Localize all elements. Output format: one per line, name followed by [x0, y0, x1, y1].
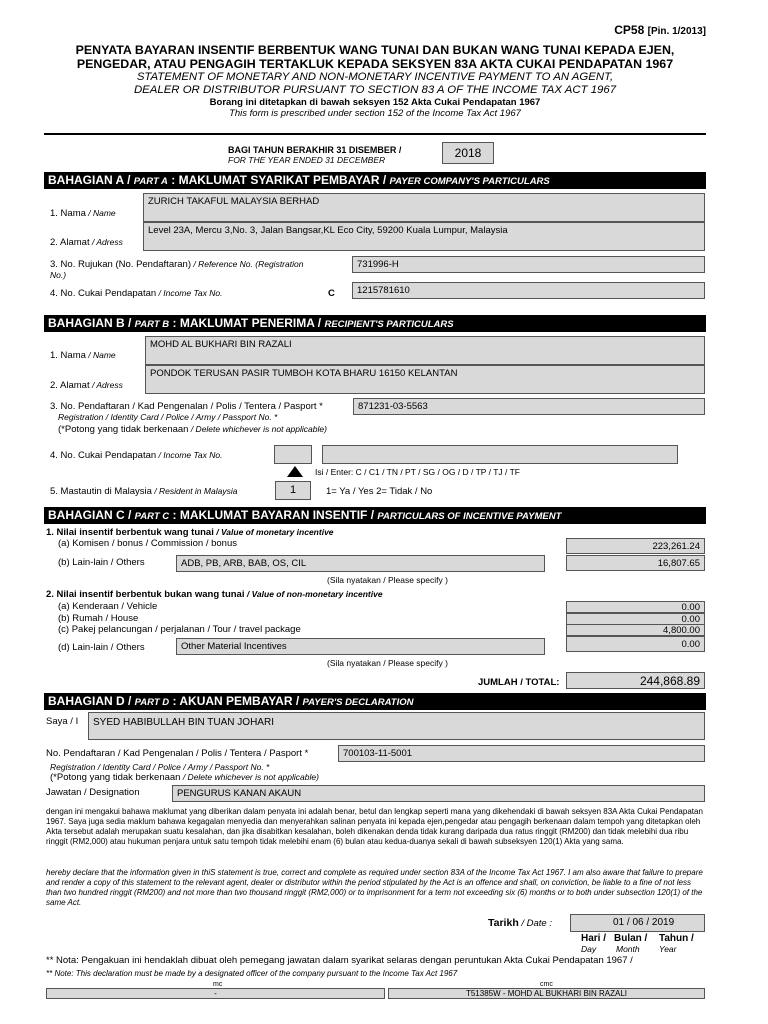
- d-id-strike: [50, 772, 319, 783]
- b-address-label-ms: 2. Alamat: [50, 380, 90, 391]
- a-ref-label: [50, 259, 303, 270]
- a-tax-label-en: / Income Tax No.: [156, 288, 223, 298]
- recipient-address-field[interactable]: PONDOK TERUSAN PASIR TUMBOH KOTA BHARU 16150 KELANTAN: [145, 365, 705, 394]
- c-nonmonetary-title-ms: 2. Nilai insentif berbentuk bukan wang tunai: [46, 589, 245, 600]
- a-ref-label-en2: No.): [50, 270, 67, 280]
- year-label-ms: BAGI TAHUN BERAKHIR 31 DISEMBER /: [228, 145, 402, 155]
- b-enter-hint: Isi / Enter: C / C1 / TN / PT / SG / OG / D / TP / TJ / TF: [315, 467, 520, 477]
- part-a-title-main: : MAKLUMAT SYARIKAT PEMBAYAR /: [167, 173, 390, 187]
- declarant-name-field[interactable]: SYED HABIBULLAH BIN TUAN JOHARI: [88, 712, 705, 740]
- a-name-label: [50, 208, 116, 219]
- b-resident-hint: 1= Ya / Yes 2= Tidak / No: [326, 486, 433, 497]
- d-day-label-ms: Hari /: [581, 933, 607, 944]
- b-id-label-en: Registration / Identity Card / Police / Army / Passport No. *: [58, 412, 278, 422]
- d-day-label-en-text: Day: [581, 944, 597, 954]
- b-tax-label-en: / Income Tax No.: [156, 450, 223, 460]
- d-id-label: No. Pendaftaran / Kad Pengenalan / Polis / Tentera / Pasport *: [46, 748, 309, 759]
- part-b-title-en: RECIPIENT'S PARTICULARS: [324, 319, 454, 330]
- c-specify-2: (Sila nyatakan / Please specify ): [327, 658, 448, 668]
- d-month-label-ms: Bulan /: [614, 933, 648, 944]
- part-c-tag: PART C: [134, 511, 170, 522]
- a-tax-label-ms: 4. No. Cukai Pendapatan: [50, 288, 157, 299]
- part-a-tag: PART A: [133, 176, 168, 187]
- others-value-field[interactable]: 16,807.65: [566, 555, 705, 571]
- vehicle-value-field[interactable]: 0.00: [566, 601, 705, 613]
- d-day-label-en: [581, 944, 596, 955]
- d-year-label-en-text: Year: [659, 944, 677, 954]
- part-b-tag: PART B: [134, 319, 170, 330]
- d-saya-label: Saya / I: [46, 716, 79, 727]
- a-ref-label-en: / Reference No. (Registration: [191, 259, 304, 269]
- commission-value-field[interactable]: 223,261.24: [566, 538, 705, 554]
- c-nonmonetary-title-en: / Value of non-monetary incentive: [244, 589, 383, 599]
- d-id-strike-en: / Delete whichever is not applicable): [180, 772, 319, 782]
- header-rule: [44, 133, 706, 135]
- year-label-en: FOR THE YEAR ENDED 31 DECEMBER: [228, 155, 386, 165]
- part-d-tag: PART D: [134, 697, 170, 708]
- note-en: ** Note: This declaration must be made by a designated officer of the company pursuant to the Income Tax Act 1967: [46, 969, 458, 978]
- note-ms: ** Nota: Pengakuan ini hendaklah dibuat oleh pemegang jawatan dalam syarikat selaras dengan peruntukan Akta Cukai Pendapatan 1967 /: [46, 955, 633, 966]
- d-id-label-en: Registration / Identity Card / Police / Army / Passport No. *: [50, 762, 270, 772]
- part-d-title: BAHAGIAN D /: [48, 694, 135, 708]
- d-month-label-en: [616, 944, 640, 955]
- recipient-tax-field[interactable]: [322, 445, 678, 464]
- a-address-label-en: / Adress: [89, 237, 123, 247]
- c-monetary-title: [46, 527, 334, 538]
- c-monetary-title-en: / Value of monetary incentive: [213, 527, 334, 537]
- payer-tax-field[interactable]: 1215781610: [352, 282, 705, 299]
- part-d-header: [44, 693, 706, 710]
- b-address-label: [50, 380, 123, 391]
- c-commission-label: (a) Komisen / bonus / Commission / bonus: [58, 538, 237, 549]
- d-year-label-ms: Tahun /: [659, 933, 694, 944]
- part-b-header: [44, 315, 706, 332]
- c-specify-1: (Sila nyatakan / Please specify ): [327, 575, 448, 585]
- title-en-2: DEALER OR DISTRIBUTOR PURSUANT TO SECTION 83 A OF THE INCOME TAX ACT 1967: [133, 84, 617, 96]
- payer-address-field[interactable]: Level 23A, Mercu 3,No. 3, Jalan Bangsar,KL Eco City, 59200 Kuala Lumpur, Malaysia: [143, 222, 705, 251]
- b-tax-label: [50, 450, 222, 461]
- c-total-label: JUMLAH / TOTAL:: [478, 677, 560, 688]
- prescribed-en: This form is prescribed under section 152 of the Income Tax Act 1967: [229, 108, 521, 119]
- d-month-label: [614, 933, 647, 944]
- recipient-name-field[interactable]: MOHD AL BUKHARI BIN RAZALI: [145, 336, 705, 365]
- b-tax-label-ms: 4. No. Cukai Pendapatan: [50, 450, 157, 461]
- b-address-label-en: / Adress: [89, 380, 123, 390]
- c-vehicle-label: (a) Kenderaan / Vehicle: [58, 601, 158, 612]
- part-d-title-main: : AKUAN PEMBAYAR /: [169, 694, 303, 708]
- b-resident-label-en: / Resident in Malaysia: [151, 486, 238, 496]
- d-date-label-ms: Tarikh: [488, 917, 519, 929]
- c-tour-label: (c) Pakej pelancungan / perjalanan / Tour / travel package: [58, 624, 301, 635]
- part-c-title: BAHAGIAN C /: [48, 508, 135, 522]
- title-ms-2: PENGEDAR, ATAU PENGAGIH TERTAKLUK KEPADA SEKSYEN 83A AKTA CUKAI PENDAPATAN 1967: [76, 57, 674, 71]
- part-d-title-en: PAYER'S DECLARATION: [302, 697, 414, 708]
- form-code-text: CP58: [614, 23, 645, 37]
- part-a-title-en: PAYER COMPANY'S PARTICULARS: [389, 176, 550, 187]
- a-name-label-en: / Name: [85, 208, 116, 218]
- recipient-tax-prefix-field[interactable]: [274, 445, 312, 464]
- d-id-strike-ms: (*Potong yang tidak berkenaan: [50, 772, 181, 783]
- d-year-label: [659, 933, 694, 944]
- b-id-strike: [58, 424, 327, 435]
- d-date-label-en: / Date :: [518, 918, 552, 929]
- b-name-label-ms: 1. Nama: [50, 350, 86, 361]
- a-ref-label-2: [50, 270, 66, 281]
- part-a-title: BAHAGIAN A /: [48, 173, 134, 187]
- b-id-strike-ms: (*Potong yang tidak berkenaan: [58, 424, 189, 435]
- b-resident-label-ms: 5. Mastautin di Malaysia: [50, 486, 152, 497]
- title-ms-1: PENYATA BAYARAN INSENTIF BERBENTUK WANG TUNAI DAN BUKAN WANG TUNAI KEPADA EJEN,: [75, 43, 675, 57]
- c-others2-label: (d) Lain-lain / Others: [58, 642, 145, 653]
- form-code: [614, 23, 706, 37]
- year-field[interactable]: 2018: [442, 142, 494, 164]
- declarant-id-field[interactable]: 700103-11-5001: [338, 745, 705, 762]
- title-block: [44, 43, 706, 119]
- part-c-header: [44, 507, 706, 524]
- others2-desc-field[interactable]: Other Material Incentives: [176, 638, 545, 655]
- others2-value-field[interactable]: 0.00: [566, 636, 705, 652]
- footer-mc-field: -: [46, 988, 385, 999]
- payer-name-field[interactable]: ZURICH TAKAFUL MALAYSIA BERHAD: [143, 193, 705, 222]
- total-value-field[interactable]: 244,868.89: [566, 672, 705, 689]
- a-tax-prefix: C: [328, 288, 335, 299]
- c-others-label: (b) Lain-lain / Others: [58, 557, 145, 568]
- footer-cmc-field: T51385W - MOHD AL BUKHARI BIN RAZALI: [388, 988, 705, 999]
- footer-cmc-label: cmc: [540, 981, 553, 988]
- others-desc-field[interactable]: ADB, PB, ARB, BAB, OS, CIL: [176, 555, 545, 572]
- a-address-label: [50, 237, 123, 248]
- footer-mc-label: mc: [213, 981, 223, 988]
- d-day-label: [581, 933, 606, 944]
- form-revision: [Pin. 1/2013]: [647, 26, 706, 37]
- d-year-label-en: [659, 944, 677, 955]
- b-name-label: [50, 350, 116, 361]
- declaration-en: hereby declare that the information given in thiS statement is true, correct and complete as required under section 83A of the Income Tax Act 1967. I am also aware that failure to prepare and render a copy of this statement to the relevant agent, dealer or distributor within the period stipulated by the Act is an offence and shall, on conviction, be liable to a fine of not less than two hundred ringgit (RM200) and not more than two thousand ringgit (RM2,000) or to imprisonment for a term not exceeding six (6) months or to both under subsection 120(1) of the same Act.: [46, 868, 703, 907]
- b-id-strike-en: / Delete whichever is not applicable): [188, 424, 327, 434]
- declaration-ms: dengan ini mengakui bahawa maklumat yang diberikan dalam penyata ini adalah benar, betul dan lengkap seperti mana yang dikehendaki di bawah seksyen 83A Akta Cukai Pendapatan 1967. Saya juga sedia maklum bahawa kegagalan menyedia dan menyerahkan salinan penyata ini kepada ejen,pengedar atau pengagih berkenaan dalam tempoh yang ditetapkan oleh Akta tersebut adalah merupakan suatu kesalahan, dan jika disabitkan kesalahan, boleh dikenakan denda tidak kurang daripada dua ratus ringgit (RM200) dan tidak melebihi dua ribu ringgit (RM2,000) atau hukuman penjara untuk satu tempoh tidak melebihi enam (6) bulan atau kedua-duanya sekali di bawah subseksyen 120(1) Akta yang sama.: [46, 807, 703, 846]
- c-house-label: (b) Rumah / House: [58, 613, 139, 624]
- recipient-id-field[interactable]: 871231-03-5563: [353, 398, 705, 415]
- date-field[interactable]: 01 / 06 / 2019: [570, 914, 705, 932]
- tour-value-field[interactable]: 4,800.00: [566, 624, 705, 636]
- b-resident-label: [50, 486, 237, 497]
- resident-field[interactable]: 1: [275, 481, 311, 500]
- b-id-label: 3. No. Pendaftaran / Kad Pengenalan / Polis / Tentera / Pasport *: [50, 401, 323, 412]
- prescribed-ms: Borang ini ditetapkan di bawah seksyen 152 Akta Cukai Pendapatan 1967: [209, 97, 541, 108]
- part-a-header: [44, 172, 706, 189]
- d-month-label-en-text: Month: [616, 944, 640, 954]
- designation-field[interactable]: PENGURUS KANAN AKAUN: [172, 785, 705, 802]
- a-tax-label: [50, 288, 222, 299]
- title-en-1: STATEMENT OF MONETARY AND NON-MONETARY INCENTIVE PAYMENT TO AN AGENT,: [136, 71, 614, 83]
- c-monetary-title-ms: 1. Nilai insentif berbentuk wang tunai: [46, 527, 214, 538]
- d-date-label: [488, 918, 552, 929]
- d-designation-label: Jawatan / Designation: [46, 787, 140, 798]
- arrow-up-icon: [287, 466, 303, 477]
- payer-ref-field[interactable]: 731996-H: [352, 256, 705, 273]
- part-c-title-en: PARTICULARS OF INCENTIVE PAYMENT: [377, 511, 562, 522]
- a-address-label-ms: 2. Alamat: [50, 237, 90, 248]
- part-b-title: BAHAGIAN B /: [48, 316, 135, 330]
- a-name-label-ms: 1. Nama: [50, 208, 86, 219]
- house-value-field[interactable]: 0.00: [566, 613, 705, 625]
- part-b-title-main: : MAKLUMAT PENERIMA /: [169, 316, 325, 330]
- b-name-label-en: / Name: [85, 350, 116, 360]
- a-ref-label-ms: 3. No. Rujukan (No. Pendaftaran): [50, 259, 191, 270]
- c-nonmonetary-title: [46, 589, 383, 600]
- part-c-title-main: : MAKLUMAT BAYARAN INSENTIF /: [169, 508, 378, 522]
